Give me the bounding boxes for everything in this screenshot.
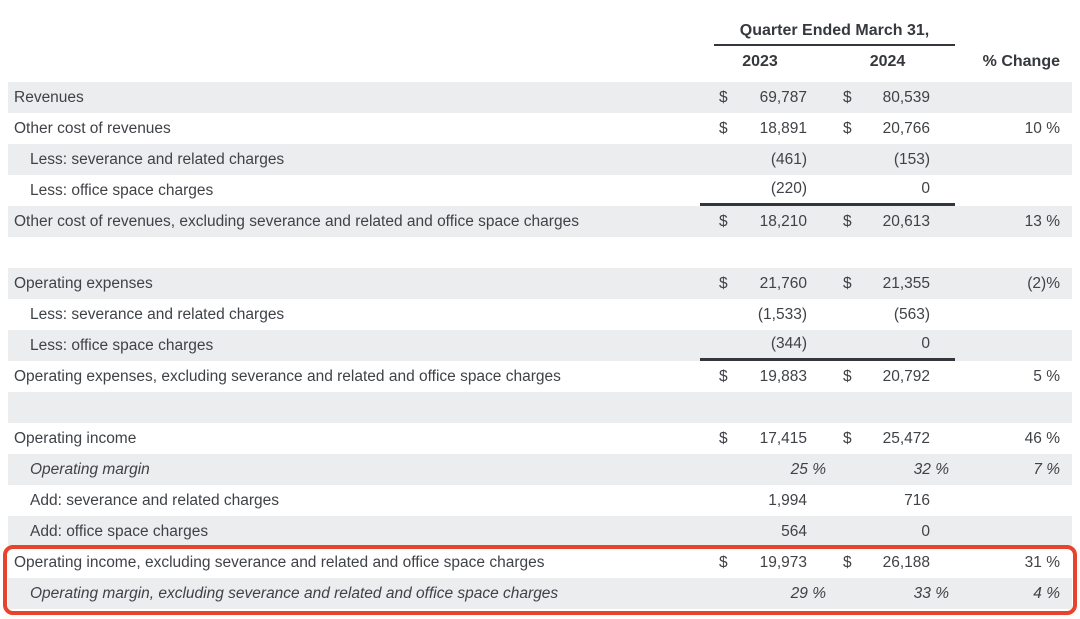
value-2023: 25 % xyxy=(790,460,826,478)
cell-2023 xyxy=(700,144,830,175)
cell-2024 xyxy=(830,144,955,175)
cell-2023 xyxy=(700,454,830,485)
dollar-sign-2023: $ xyxy=(719,274,728,292)
cell-2024 xyxy=(830,423,955,454)
value-2024: 80,539 xyxy=(882,88,930,106)
cell-2024 xyxy=(830,82,955,113)
value-2024: 33 % xyxy=(913,584,949,602)
cell-2023 xyxy=(700,268,830,299)
cell-2023 xyxy=(700,330,830,361)
cell-percent-change: 5 % xyxy=(1033,367,1060,385)
cell-percent-change: 10 % xyxy=(1024,119,1060,137)
table-row xyxy=(8,82,1072,113)
row-label: Add: office space charges xyxy=(30,522,209,540)
value-2024: 20,613 xyxy=(882,212,930,230)
cell-percent-change: 4 % xyxy=(1033,584,1060,602)
header-group-label: Quarter Ended March 31, xyxy=(714,22,955,46)
cell-2024 xyxy=(830,485,955,516)
dollar-sign-2023: $ xyxy=(719,553,728,571)
cell-2023 xyxy=(700,113,830,144)
value-2024: 20,792 xyxy=(882,367,930,385)
row-label: Revenues xyxy=(14,88,84,106)
dollar-sign-2023: $ xyxy=(719,212,728,230)
cell-percent-change: 7 % xyxy=(1033,460,1060,478)
value-2024: 26,188 xyxy=(882,553,930,571)
header-group-cell xyxy=(700,22,955,46)
row-label: Operating expenses, excluding severance and related and office space charges xyxy=(14,367,561,385)
value-2023: 19,883 xyxy=(759,367,807,385)
dollar-sign-2024: $ xyxy=(843,274,852,292)
value-2024: (153) xyxy=(893,150,930,168)
value-2023: (220) xyxy=(770,180,807,197)
value-2023: 564 xyxy=(781,522,807,540)
table-row xyxy=(8,392,1072,423)
table-header-group-row xyxy=(8,0,1072,46)
cell-2023 xyxy=(700,423,830,454)
dollar-sign-2024: $ xyxy=(843,88,852,106)
row-label: Operating expenses xyxy=(14,274,153,292)
cell-2023 xyxy=(700,578,830,609)
value-2023: 18,210 xyxy=(759,212,807,230)
financial-table xyxy=(8,0,1072,609)
dollar-sign-2024: $ xyxy=(843,119,852,137)
dollar-sign-2024: $ xyxy=(843,553,852,571)
cell-2023 xyxy=(700,237,830,268)
value-2024: 32 % xyxy=(913,460,949,478)
table-row xyxy=(8,361,1072,392)
cell-2023 xyxy=(700,206,830,237)
header-col-2024: 2024 xyxy=(869,53,906,70)
cell-2023 xyxy=(700,547,830,578)
table-row xyxy=(8,175,1072,206)
dollar-sign-2023: $ xyxy=(719,367,728,385)
row-label: Other cost of revenues xyxy=(14,119,171,137)
cell-2024 xyxy=(830,268,955,299)
value-2023: 21,760 xyxy=(759,274,807,292)
table-row xyxy=(8,578,1072,609)
value-2023: 19,973 xyxy=(759,553,807,571)
table-row xyxy=(8,237,1072,268)
header-col-2023: 2023 xyxy=(742,53,778,70)
table-row xyxy=(8,299,1072,330)
dollar-sign-2024: $ xyxy=(843,367,852,385)
table-body xyxy=(8,82,1072,609)
header-label-spacer xyxy=(8,22,700,46)
row-label: Operating margin xyxy=(30,460,150,478)
cell-2024 xyxy=(830,330,955,361)
value-2023: 69,787 xyxy=(759,88,807,106)
cell-2024 xyxy=(830,299,955,330)
value-2024: 716 xyxy=(904,491,930,509)
value-2023: (344) xyxy=(770,335,807,352)
cell-2024 xyxy=(830,516,955,547)
cell-2023 xyxy=(700,299,830,330)
value-2024: 0 xyxy=(921,522,930,540)
cell-2024 xyxy=(830,361,955,392)
cell-2024 xyxy=(830,454,955,485)
row-label: Less: office space charges xyxy=(30,336,214,354)
cell-percent-change: 13 % xyxy=(1024,212,1060,230)
cell-2024 xyxy=(830,206,955,237)
dollar-sign-2023: $ xyxy=(719,88,728,106)
value-2024: 20,766 xyxy=(882,119,930,137)
value-2023: (461) xyxy=(770,150,807,168)
row-label: Less: severance and related charges xyxy=(30,150,285,168)
cell-percent-change: 31 % xyxy=(1024,553,1060,571)
table-row xyxy=(8,547,1072,578)
dollar-sign-2024: $ xyxy=(843,429,852,447)
cell-2024 xyxy=(830,547,955,578)
value-2023: 17,415 xyxy=(759,429,807,447)
row-label: Add: severance and related charges xyxy=(30,491,280,509)
table-header-cols-row xyxy=(8,46,1072,78)
value-2024: 0 xyxy=(921,180,930,197)
value-2023: (1,533) xyxy=(757,305,807,323)
dollar-sign-2023: $ xyxy=(719,119,728,137)
table-row xyxy=(8,268,1072,299)
header-col-change: % Change xyxy=(982,53,1060,70)
cell-percent-change: 46 % xyxy=(1024,429,1060,447)
table-row xyxy=(8,113,1072,144)
table-row xyxy=(8,423,1072,454)
value-2023: 29 % xyxy=(790,584,826,602)
value-2024: 25,472 xyxy=(882,429,930,447)
cell-2024 xyxy=(830,237,955,268)
row-label: Operating income xyxy=(14,429,137,447)
table-row xyxy=(8,516,1072,547)
row-label: Operating income, excluding severance and related and office space charges xyxy=(14,553,545,571)
row-label: Less: office space charges xyxy=(30,181,214,199)
cell-2023 xyxy=(700,485,830,516)
table-row xyxy=(8,485,1072,516)
row-label: Less: severance and related charges xyxy=(30,305,285,323)
table-row xyxy=(8,144,1072,175)
value-2023: 1,994 xyxy=(768,491,807,509)
value-2024: (563) xyxy=(893,305,930,323)
cell-2024 xyxy=(830,392,955,423)
cell-2023 xyxy=(700,392,830,423)
cell-2023 xyxy=(700,361,830,392)
dollar-sign-2024: $ xyxy=(843,212,852,230)
value-2023: 18,891 xyxy=(759,119,807,137)
row-label: Other cost of revenues, excluding severance and related and office space charges xyxy=(14,212,579,230)
cell-2024 xyxy=(830,113,955,144)
cell-2023 xyxy=(700,82,830,113)
cell-2024 xyxy=(830,578,955,609)
cell-2023 xyxy=(700,175,830,206)
value-2024: 21,355 xyxy=(882,274,930,292)
header-change-spacer xyxy=(955,22,1072,46)
value-2024: 0 xyxy=(921,335,930,352)
cell-2024 xyxy=(830,175,955,206)
table-row xyxy=(8,330,1072,361)
table-row xyxy=(8,206,1072,237)
cell-2023 xyxy=(700,516,830,547)
row-label: Operating margin, excluding severance and related and office space charges xyxy=(30,584,559,602)
table-row xyxy=(8,454,1072,485)
cell-percent-change: (2)% xyxy=(1027,274,1060,292)
dollar-sign-2023: $ xyxy=(719,429,728,447)
